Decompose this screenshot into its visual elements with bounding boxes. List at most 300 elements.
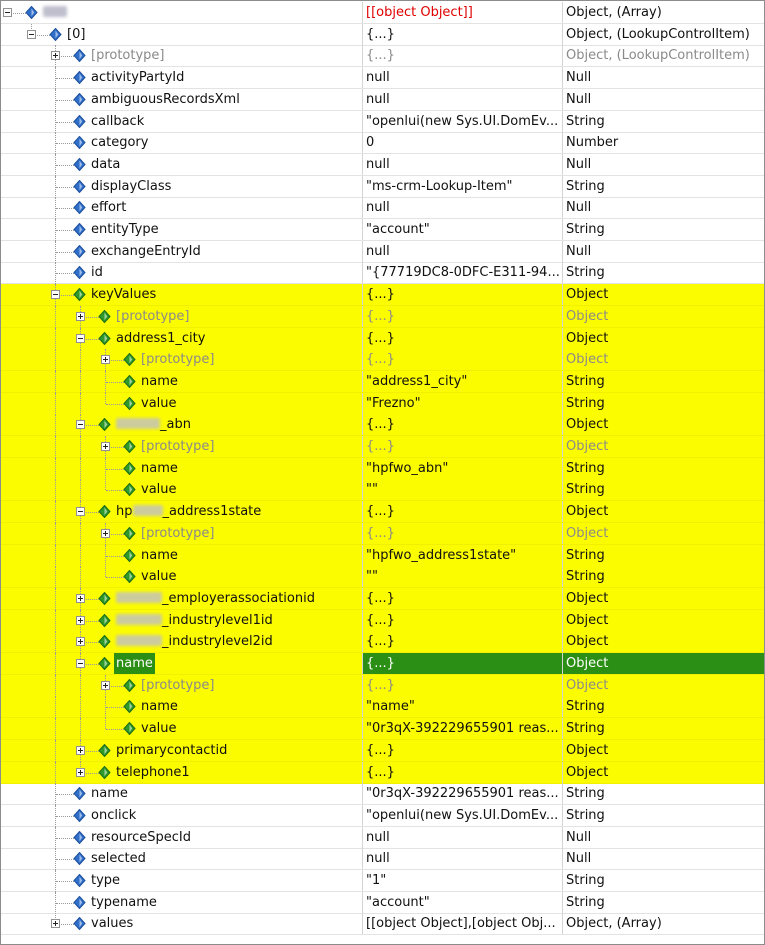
property-icon bbox=[73, 115, 86, 128]
property-name-text: name bbox=[116, 656, 153, 671]
property-icon bbox=[73, 49, 86, 62]
property-name-text: _address1state bbox=[162, 504, 262, 520]
name-cell[interactable] bbox=[1, 740, 361, 761]
changed-property-icon bbox=[98, 614, 111, 627]
changed-property-icon bbox=[123, 397, 136, 410]
collapse-toggle-icon[interactable] bbox=[27, 30, 36, 39]
name-cell[interactable] bbox=[1, 306, 361, 327]
value-cell[interactable]: {...} bbox=[362, 631, 562, 652]
tree-row[interactable] bbox=[1, 827, 764, 849]
value-cell[interactable]: {...} bbox=[362, 675, 562, 696]
name-cell[interactable] bbox=[1, 827, 361, 848]
collapse-toggle-icon[interactable] bbox=[76, 334, 85, 343]
property-name-text: effort bbox=[91, 200, 127, 216]
property-name bbox=[116, 501, 261, 522]
property-name-text: value bbox=[141, 569, 177, 585]
value-cell[interactable]: {...} bbox=[362, 653, 562, 674]
tree-row[interactable] bbox=[1, 393, 764, 415]
value-cell[interactable]: {...} bbox=[362, 523, 562, 544]
value-cell[interactable]: "0r3qX-392229655901 reas... bbox=[362, 783, 562, 804]
property-icon bbox=[73, 896, 86, 909]
tree-connector bbox=[106, 577, 124, 578]
value-cell[interactable]: {...} bbox=[362, 588, 562, 609]
tree-row[interactable] bbox=[1, 414, 764, 436]
tree-guide-line bbox=[80, 436, 82, 458]
name-cell[interactable] bbox=[1, 479, 361, 500]
tree-row[interactable] bbox=[1, 197, 764, 219]
tree-connector bbox=[106, 707, 124, 708]
tree-guide-line bbox=[55, 610, 57, 632]
value-cell[interactable]: "account" bbox=[362, 892, 562, 913]
tree-row[interactable] bbox=[1, 219, 764, 241]
property-name-text: name bbox=[141, 460, 178, 476]
property-name-text: [prototype] bbox=[141, 525, 215, 541]
value-cell[interactable]: {...} bbox=[362, 24, 562, 45]
tree-connector bbox=[56, 794, 74, 795]
tree-row[interactable] bbox=[1, 89, 764, 111]
tree-guide-line bbox=[55, 545, 57, 567]
tree-row[interactable] bbox=[1, 718, 764, 740]
name-cell[interactable] bbox=[1, 566, 361, 587]
tree-row[interactable] bbox=[1, 675, 764, 697]
type-cell: String bbox=[562, 566, 764, 587]
type-cell: Number bbox=[562, 132, 764, 153]
property-name bbox=[141, 718, 177, 739]
name-cell[interactable] bbox=[1, 892, 361, 913]
property-icon bbox=[73, 787, 86, 800]
value-cell[interactable]: {...} bbox=[362, 414, 562, 435]
name-cell[interactable] bbox=[1, 631, 361, 652]
type-cell: Null bbox=[562, 89, 764, 110]
tree-row[interactable] bbox=[1, 653, 764, 675]
property-name-text: name bbox=[91, 786, 128, 802]
value-cell[interactable]: {...} bbox=[362, 501, 562, 522]
tree-connector bbox=[56, 187, 74, 188]
tree-row[interactable] bbox=[1, 740, 764, 762]
name-cell[interactable] bbox=[1, 675, 361, 696]
property-name-text: telephone1 bbox=[116, 764, 190, 780]
name-cell[interactable] bbox=[1, 2, 361, 23]
value-cell[interactable]: {...} bbox=[362, 740, 562, 761]
tree-row[interactable] bbox=[1, 262, 764, 284]
changed-property-icon bbox=[98, 310, 111, 323]
property-name bbox=[91, 827, 191, 848]
type-cell: Object bbox=[562, 631, 764, 652]
changed-property-icon bbox=[123, 679, 136, 692]
changed-property-icon bbox=[98, 505, 111, 518]
name-cell[interactable] bbox=[1, 132, 361, 153]
value-cell[interactable]: null bbox=[362, 154, 562, 175]
type-cell: Object, (LookupControlItem) bbox=[562, 45, 764, 66]
property-name bbox=[141, 696, 178, 717]
expand-toggle-icon[interactable] bbox=[51, 919, 60, 928]
expand-toggle-icon[interactable] bbox=[101, 681, 110, 690]
property-name bbox=[141, 545, 178, 566]
type-cell: String bbox=[562, 219, 764, 240]
value-cell[interactable]: {...} bbox=[362, 610, 562, 631]
value-cell[interactable]: "0r3qX-392229655901 reas... bbox=[362, 718, 562, 739]
tree-row[interactable] bbox=[1, 805, 764, 827]
value-cell[interactable]: {...} bbox=[362, 284, 562, 305]
value-cell[interactable]: null bbox=[362, 197, 562, 218]
redacted-text bbox=[133, 505, 163, 516]
tree-guide-line bbox=[55, 349, 57, 371]
name-cell[interactable] bbox=[1, 436, 361, 457]
value-cell[interactable]: {...} bbox=[362, 436, 562, 457]
changed-property-icon bbox=[123, 440, 136, 453]
property-name bbox=[116, 762, 190, 783]
value-cell[interactable]: [[object Object]] bbox=[362, 2, 562, 23]
property-name-text: [prototype] bbox=[141, 352, 215, 368]
property-name bbox=[141, 523, 215, 544]
expand-toggle-icon[interactable] bbox=[76, 312, 85, 321]
property-name bbox=[91, 132, 148, 153]
property-name bbox=[116, 328, 205, 349]
tree-connector bbox=[56, 816, 74, 817]
name-cell[interactable] bbox=[1, 393, 361, 414]
property-name bbox=[91, 870, 120, 891]
tree-row[interactable] bbox=[1, 328, 764, 350]
property-name-text: _industrylevel2id bbox=[162, 634, 273, 650]
name-cell[interactable] bbox=[1, 653, 361, 674]
name-cell[interactable] bbox=[1, 805, 361, 826]
tree-branch-line bbox=[105, 479, 107, 490]
property-name-text: value bbox=[141, 721, 177, 737]
property-name-text: _industrylevel1id bbox=[162, 612, 273, 628]
type-cell: Object bbox=[562, 349, 764, 370]
tree-row[interactable] bbox=[1, 176, 764, 198]
value-cell[interactable]: {...} bbox=[362, 45, 562, 66]
property-name bbox=[116, 610, 273, 631]
name-cell[interactable] bbox=[1, 523, 361, 544]
expand-toggle-icon[interactable] bbox=[76, 594, 85, 603]
type-cell: String bbox=[562, 805, 764, 826]
tree-guide-line bbox=[55, 501, 57, 523]
type-cell: Object bbox=[562, 436, 764, 457]
tree-row[interactable] bbox=[1, 24, 764, 46]
changed-property-icon bbox=[98, 635, 111, 648]
value-cell[interactable]: null bbox=[362, 67, 562, 88]
type-cell: String bbox=[562, 718, 764, 739]
value-cell[interactable]: null bbox=[362, 827, 562, 848]
expand-toggle-icon[interactable] bbox=[101, 529, 110, 538]
tree-row[interactable] bbox=[1, 892, 764, 914]
tree-row[interactable] bbox=[1, 241, 764, 263]
type-cell: Object bbox=[562, 328, 764, 349]
redacted-text bbox=[43, 6, 67, 17]
name-cell[interactable] bbox=[1, 414, 361, 435]
expand-toggle-icon[interactable] bbox=[51, 51, 60, 60]
tree-row[interactable] bbox=[1, 523, 764, 545]
property-name-prefix: hp bbox=[116, 504, 133, 520]
property-name-text: entityType bbox=[91, 222, 159, 237]
tree-connector bbox=[56, 122, 74, 123]
type-cell: Null bbox=[562, 241, 764, 262]
value-cell[interactable]: "{77719DC8-0DFC-E311-94... bbox=[362, 262, 562, 283]
value-cell[interactable]: null bbox=[362, 89, 562, 110]
property-name-text: [prototype] bbox=[141, 677, 215, 693]
property-name-text: address1_city bbox=[116, 330, 206, 346]
tree-row[interactable] bbox=[1, 306, 764, 328]
tree-row[interactable] bbox=[1, 349, 764, 371]
value-cell[interactable]: "openlui(new Sys.UI.DomEv... bbox=[362, 805, 562, 826]
property-icon bbox=[73, 201, 86, 214]
tree-row[interactable] bbox=[1, 631, 764, 653]
property-name bbox=[141, 436, 215, 457]
changed-property-icon bbox=[98, 744, 111, 757]
expand-toggle-icon[interactable] bbox=[76, 768, 85, 777]
collapse-toggle-icon[interactable] bbox=[76, 420, 85, 429]
tree-row[interactable] bbox=[1, 371, 764, 393]
property-icon bbox=[73, 71, 86, 84]
name-cell[interactable] bbox=[1, 870, 361, 891]
value-cell[interactable]: "openlui(new Sys.UI.DomEv... bbox=[362, 111, 562, 132]
tree-row[interactable] bbox=[1, 783, 764, 805]
name-cell[interactable] bbox=[1, 45, 361, 66]
property-name bbox=[91, 67, 184, 88]
name-cell[interactable] bbox=[1, 176, 361, 197]
tree-guide-line bbox=[80, 479, 82, 501]
tree-guide-line bbox=[55, 762, 57, 784]
name-cell[interactable] bbox=[1, 197, 361, 218]
property-icon bbox=[25, 6, 38, 19]
property-name-text: displayClass bbox=[91, 178, 172, 194]
tree-connector bbox=[56, 252, 74, 253]
tree-row[interactable] bbox=[1, 588, 764, 610]
name-cell[interactable] bbox=[1, 371, 361, 392]
property-name-text: selected bbox=[91, 851, 146, 867]
tree-connector bbox=[56, 230, 74, 231]
type-cell: String bbox=[562, 696, 764, 717]
tree-connector bbox=[56, 838, 74, 839]
value-cell[interactable]: "address1_city" bbox=[362, 371, 562, 392]
value-cell[interactable]: "1" bbox=[362, 870, 562, 891]
name-cell[interactable] bbox=[1, 458, 361, 479]
property-name-text: [0] bbox=[67, 26, 86, 42]
name-cell[interactable] bbox=[1, 328, 361, 349]
property-icon bbox=[73, 93, 86, 106]
type-cell: String bbox=[562, 111, 764, 132]
name-cell[interactable] bbox=[1, 783, 361, 804]
value-cell[interactable]: {...} bbox=[362, 349, 562, 370]
property-name bbox=[91, 913, 133, 934]
changed-property-icon bbox=[98, 418, 111, 431]
expand-toggle-icon[interactable] bbox=[76, 637, 85, 646]
name-cell[interactable] bbox=[1, 718, 361, 739]
type-cell: String bbox=[562, 545, 764, 566]
property-name bbox=[141, 675, 215, 696]
tree-connector bbox=[56, 273, 74, 274]
tree-row[interactable] bbox=[1, 132, 764, 154]
property-name bbox=[91, 45, 165, 66]
changed-property-icon bbox=[123, 549, 136, 562]
property-name-text: [prototype] bbox=[91, 48, 165, 64]
name-cell[interactable] bbox=[1, 762, 361, 783]
type-cell: Object bbox=[562, 762, 764, 783]
tree-row[interactable] bbox=[1, 2, 764, 24]
value-cell[interactable]: null bbox=[362, 848, 562, 869]
tree-connector bbox=[56, 903, 74, 904]
tree-row[interactable] bbox=[1, 870, 764, 892]
property-name-text: resourceSpecId bbox=[91, 829, 191, 845]
changed-property-icon bbox=[123, 353, 136, 366]
name-cell[interactable] bbox=[1, 262, 361, 283]
tree-guide-line bbox=[80, 545, 82, 567]
tree-guide-line bbox=[80, 675, 82, 697]
type-cell: Object bbox=[562, 653, 764, 674]
name-cell[interactable] bbox=[1, 111, 361, 132]
tree-row[interactable] bbox=[1, 848, 764, 870]
tree-row[interactable] bbox=[1, 610, 764, 632]
type-cell: String bbox=[562, 783, 764, 804]
property-name bbox=[141, 458, 178, 479]
name-cell[interactable] bbox=[1, 610, 361, 631]
property-name bbox=[91, 176, 171, 197]
expand-toggle-icon[interactable] bbox=[101, 355, 110, 364]
property-name bbox=[91, 805, 136, 826]
value-cell[interactable]: null bbox=[362, 241, 562, 262]
tree-guide-line bbox=[80, 523, 82, 545]
tree-connector bbox=[56, 78, 74, 79]
property-name-text: [prototype] bbox=[141, 439, 215, 454]
tree-row[interactable] bbox=[1, 45, 764, 67]
tree-guide-line bbox=[55, 718, 57, 740]
value-cell[interactable]: "name" bbox=[362, 696, 562, 717]
collapse-toggle-icon[interactable] bbox=[76, 659, 85, 668]
tree-guide-line bbox=[80, 371, 82, 393]
changed-property-icon bbox=[98, 592, 111, 605]
expand-toggle-icon[interactable] bbox=[76, 616, 85, 625]
name-cell[interactable] bbox=[1, 545, 361, 566]
type-cell: Null bbox=[562, 827, 764, 848]
changed-property-icon bbox=[123, 570, 136, 583]
type-cell: String bbox=[562, 371, 764, 392]
type-cell: Object, (Array) bbox=[562, 913, 764, 934]
value-cell[interactable]: "Frezno" bbox=[362, 393, 562, 414]
tree-connector bbox=[106, 382, 124, 383]
tree-connector bbox=[56, 143, 74, 144]
name-cell[interactable] bbox=[1, 913, 361, 934]
tree-connector bbox=[56, 859, 74, 860]
name-cell[interactable] bbox=[1, 696, 361, 717]
tree-guide-line bbox=[55, 328, 57, 350]
value-cell[interactable]: "hpfwo_address1state" bbox=[362, 545, 562, 566]
collapse-toggle-icon[interactable] bbox=[51, 290, 60, 299]
name-cell[interactable] bbox=[1, 67, 361, 88]
tree-guide-line bbox=[80, 696, 82, 718]
value-cell[interactable]: "account" bbox=[362, 219, 562, 240]
value-cell[interactable]: {...} bbox=[362, 762, 562, 783]
property-name bbox=[91, 241, 201, 262]
changed-property-icon bbox=[123, 722, 136, 735]
type-cell: Object, (LookupControlItem) bbox=[562, 24, 764, 45]
name-cell[interactable] bbox=[1, 501, 361, 522]
value-cell[interactable]: "ms-crm-Lookup-Item" bbox=[362, 176, 562, 197]
expand-toggle-icon[interactable] bbox=[101, 442, 110, 451]
type-cell: Object bbox=[562, 675, 764, 696]
property-name bbox=[91, 848, 146, 869]
property-name-text: value bbox=[141, 482, 177, 498]
tree-row[interactable] bbox=[1, 458, 764, 480]
property-name bbox=[116, 631, 273, 652]
property-name bbox=[116, 740, 227, 761]
changed-property-icon bbox=[123, 375, 136, 388]
redacted-text bbox=[116, 614, 162, 625]
tree-guide-line bbox=[80, 349, 82, 371]
type-cell: Null bbox=[562, 67, 764, 88]
name-cell[interactable] bbox=[1, 588, 361, 609]
expand-toggle-icon[interactable] bbox=[76, 746, 85, 755]
type-cell: Object bbox=[562, 588, 764, 609]
type-cell: Object bbox=[562, 523, 764, 544]
tree-row[interactable] bbox=[1, 545, 764, 567]
type-cell: Object bbox=[562, 610, 764, 631]
type-cell: Object bbox=[562, 414, 764, 435]
tree-row[interactable] bbox=[1, 436, 764, 458]
name-cell[interactable] bbox=[1, 89, 361, 110]
name-cell[interactable] bbox=[1, 241, 361, 262]
tree-branch-line bbox=[105, 718, 107, 729]
type-cell: String bbox=[562, 393, 764, 414]
value-cell[interactable]: {...} bbox=[362, 328, 562, 349]
tree-row[interactable] bbox=[1, 913, 764, 935]
name-cell[interactable] bbox=[1, 848, 361, 869]
tree-row[interactable] bbox=[1, 284, 764, 306]
name-cell[interactable] bbox=[1, 349, 361, 370]
collapse-toggle-icon[interactable] bbox=[76, 507, 85, 516]
property-name-text: name bbox=[141, 547, 178, 563]
collapse-toggle-icon[interactable] bbox=[3, 8, 12, 17]
value-cell[interactable]: [[object Object],[object Obj... bbox=[362, 913, 562, 934]
tree-connector bbox=[106, 490, 124, 491]
tree-row[interactable] bbox=[1, 762, 764, 784]
tree-row[interactable] bbox=[1, 566, 764, 588]
tree-row[interactable] bbox=[1, 111, 764, 133]
property-name-text: values bbox=[91, 916, 134, 932]
property-name-text: onclick bbox=[91, 807, 137, 823]
property-name-text: typename bbox=[91, 894, 157, 910]
name-cell[interactable] bbox=[1, 219, 361, 240]
value-cell[interactable]: 0 bbox=[362, 132, 562, 153]
tree-row[interactable] bbox=[1, 154, 764, 176]
redacted-text bbox=[116, 592, 162, 603]
value-cell[interactable]: "hpfwo_abn" bbox=[362, 458, 562, 479]
property-icon bbox=[73, 223, 86, 236]
property-icon bbox=[73, 180, 86, 193]
name-cell[interactable] bbox=[1, 284, 361, 305]
property-icon bbox=[73, 831, 86, 844]
tree-guide-line bbox=[55, 653, 57, 675]
value-cell[interactable]: "" bbox=[362, 479, 562, 500]
type-cell: Null bbox=[562, 154, 764, 175]
property-name-text: category bbox=[91, 135, 149, 151]
property-icon bbox=[73, 809, 86, 822]
tree-row[interactable] bbox=[1, 479, 764, 501]
property-name-text: data bbox=[91, 156, 121, 172]
property-name bbox=[91, 219, 159, 240]
value-cell[interactable]: "" bbox=[362, 566, 562, 587]
name-cell[interactable] bbox=[1, 24, 361, 45]
property-name-text: type bbox=[91, 873, 121, 888]
value-cell[interactable]: {...} bbox=[362, 306, 562, 327]
name-cell[interactable] bbox=[1, 154, 361, 175]
tree-row[interactable] bbox=[1, 501, 764, 523]
property-name bbox=[141, 371, 178, 392]
property-icon bbox=[73, 266, 86, 279]
property-name bbox=[116, 588, 315, 609]
tree-row[interactable] bbox=[1, 696, 764, 718]
tree-row[interactable] bbox=[1, 67, 764, 89]
